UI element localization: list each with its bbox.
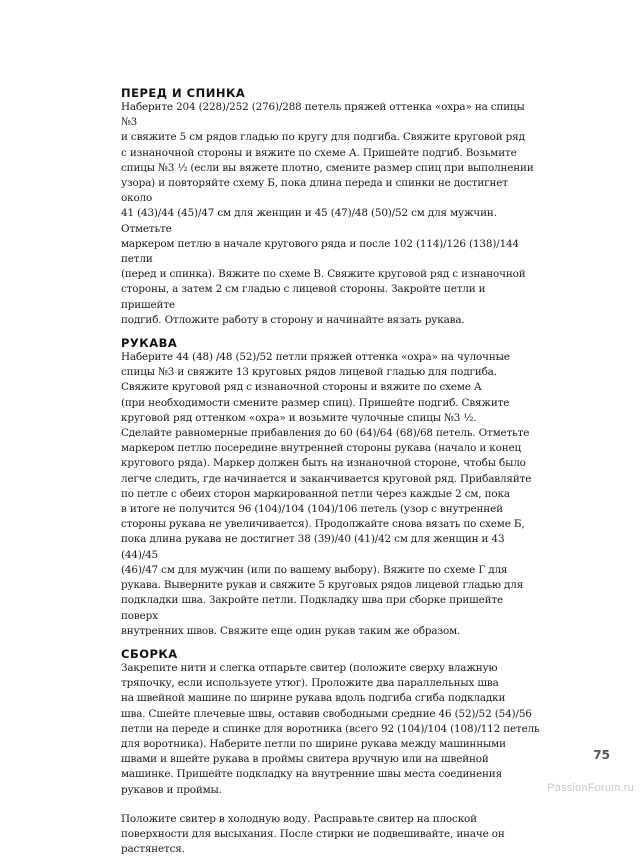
page-number: 75 (593, 748, 610, 762)
heading-front-and-back: ПЕРЕД И СПИНКА (121, 86, 246, 100)
page-content (121, 86, 541, 857)
heading-sleeves: РУКАВА (121, 336, 178, 351)
watermark: PassionForum.ru (547, 782, 634, 794)
heading-assembly: СБОРКА (121, 646, 178, 661)
paragraph-sleeves: Наберите 44 (48) /48 (52)/52 петли пряжей оттенка «охра» на чулочные спицы №3 и свяжите 13 круговых рядов лицевой гладью для подгиба. Свяжите круговой ряд с изнаночной стороны и вяжите по схеме А (при необходимости смените размер спиц). Пришейте подгиб. Свяжите круговой ряд оттенком «охра» и возьмите чулочные спицы №3 ½. Сделайте равномерные прибавления до 60 (64)/64 (68)/68 петель. Отметьте маркером петлю посередине внутренней стороны рукава (начало и конец кругового ряда). Маркер должен быть на изнаночной стороне, чтобы было легче следить, где начинается и заканчивается круговой ряд. Прибавляйте по петле с обеих сторон маркированной петли через каждые 2 см, пока в итоге не получится 96 (104)/104 (104)/106 петель (узор с внутренней стороны рукава не увеличивается). Продолжайте снова вязать по схеме Б, пока длина рукава не достигнет 38 (39)/40 (41)/42 см для женщин и 43 (44)/45 (46)/47 см для мужчин (или по вашему выбору). Вяжите по схеме Г для рукава. Выверните рукав и свяжите 5 круговых рядов лицевой гладью для подкладки шва. Закройте петли. Подкладку шва при сборке пришейте поверх внутренних швов. Свяжите еще один рукав таким же образом. (121, 351, 532, 637)
paragraph-washing: Положите свитер в холодную воду. Расправьте свитер на плоской поверхности для высыхания. После стирки не подвешивайте, иначе он растянется. (121, 812, 505, 856)
paragraph-front-and-back: Наберите 204 (228)/252 (276)/288 петель пряжей оттенка «охра» на спицы №3 и свяжите 5 см рядов гладью по кругу для подгиба. Свяжите круговой ряд с изнаночной стороны и вяжите по схеме А. Пришейте подгиб. Возьмите спицы №3 ½ (если вы вяжете плотно, смените размер спиц при выполнении узора) и повторяйте схему Б, пока длина переда и спинки не достигнет около 41 (43)/44 (45)/47 см для женщин и 45 (47)/48 (50)/52 см для мужчин. Отметьте маркером петлю в начале кругового ряда и после 102 (114)/126 (138)/144 петли (перед и спинка). Вяжите по схеме В. Свяжите круговой ряд с изнаночной стороны, а затем 2 см гладью с лицевой стороны. Закройте петли и пришейте подгиб. Отложите работу в сторону и начинайте вязать рукава. (121, 101, 534, 326)
paragraph-assembly: Закрепите нити и слегка отпарьте свитер (положите сверху влажную тряпочку, если используете утюг). Проложите два параллельных шва на швейной машине по ширине рукава вдоль подгиба сгиба подкладки шва. Сшейте плечевые швы, оставив свободными средние 46 (52)/52 (54)/56 петли на переде и спинке для воротника (всего 92 (104)/104 (108)/112 петель для воротника). Наберите петли по ширине рукава между машинными швами и вшейте рукава в проймы свитера вручную или на швейной машинке. Пришейте подкладку на внутренние швы места соединения рукавов и проймы. (121, 661, 540, 796)
